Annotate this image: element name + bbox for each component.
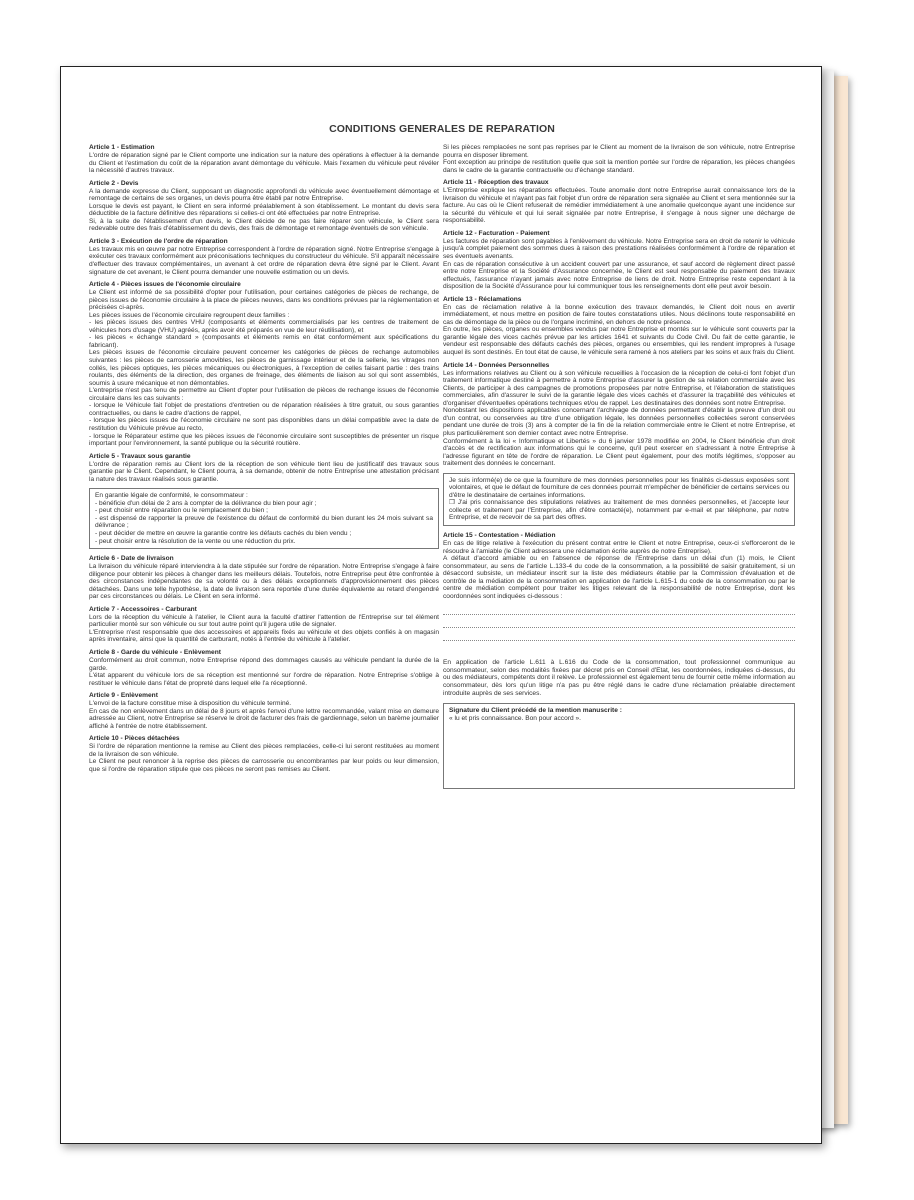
- article-paragraph: Si les pièces remplacées ne sont pas reprises par le Client au moment de la livraison de son véhicule, notre Entreprise pourra en disposer librement.: [443, 144, 795, 159]
- consent-paragraph: Je suis informé(e) de ce que la fourniture de mes données personnelles pour les finalités ci-dessus exposées sont volontaires, et que le défaut de fourniture de ces données pourrait m'empêcher de bénéficier de certains services ou d'être le destinataire de certaines informations.: [449, 476, 789, 499]
- mediator-line-3: [443, 631, 795, 641]
- article-paragraph: Conformément à la loi « Informatique et Libertés » du 6 janvier 1978 modifiée en 2004, le Client bénéficie d'un droit d'accès et de rectification aux informations qui le concerne, qu'il peut exercer en s'adressant à notre Entreprise à l'adresse figurant en tête de l'ordre de réparation. Le Client peut également, pour des motifs légitimes, s'opposer au traitement des données le concernant.: [443, 437, 795, 468]
- article-title: Article 3 - Exécution de l'ordre de réparation: [89, 237, 228, 245]
- article-paragraph: Les travaux mis en œuvre par notre Entreprise correspondent à l'ordre de réparation signé. Notre Entreprise s'engage à exécuter ces travaux conformément aux préconisations techniques du constructeur du véhicule. S'il apparaît nécessaire d'effectuer des travaux complémentaires, un avenant à cet ordre de réparation devra être signé par le Client. Avant signature de cet avenant, le Client pourra demander une nouvelle estimation ou un devis.: [89, 245, 439, 276]
- article-title: Article 9 - Enlèvement: [89, 692, 158, 700]
- article: [89, 649, 439, 687]
- article-paragraph: Les factures de réparation sont payables à l'enlèvement du véhicule. Notre Entreprise sera en droit de retenir le véhicule jusqu'à complet paiement des sommes dues à raison des prestations réalisées conformément à l'ordre de réparation et ses éventuels avenants.: [443, 237, 795, 261]
- article-paragraph: Le Client ne peut renoncer à la reprise des pièces de carrosserie ou encombrantes par leur poids ou leur dimension, que si l'ordre de réparation stipule que ces pièces ne seront pas remises au Client.: [89, 758, 439, 773]
- article-paragraph: - lorsque le Réparateur estime que les pièces issues de l'économie circulaire sont susceptibles de présenter un risque important pour l'environnement, la santé publique ou la sécurité routière.: [89, 432, 439, 448]
- legal-warranty-box: [89, 488, 439, 549]
- article-title: Article 11 - Réception des travaux: [443, 179, 549, 187]
- article-title: Article 15 - Contestation - Médiation: [443, 531, 556, 539]
- article-title: Article 2 - Devis: [89, 179, 139, 187]
- article-paragraph: Les informations relatives au Client ou à son véhicule recueillies à l'occasion de la réception de celui-ci font l'objet d'un traitement informatique destiné à permettre à notre Entreprise d'assurer la gestion de sa relation commerciale avec les Clients, de participer à des campagnes de promotions proposées par notre Entreprise, et l'élaboration de statistiques commerciales, afin d'assurer le suivi de la garantie légale des vices cachés et d'assurer la traçabilité des véhicules et d'organiser d'éventuelles opérations techniques et/ou de rappel. Les destinataires des données sont notre Entreprise.: [443, 369, 795, 407]
- article-10-continued: [443, 144, 795, 174]
- article: [443, 296, 795, 357]
- article-paragraph: En outre, les pièces, organes ou ensembles vendus par notre Entreprise et montés sur le véhicule sont couverts par la garantie légale des vices cachés prévue par les articles 1641 et suivants du Code Civil. Du fait de cette garantie, le vendeur est responsable des défauts cachés des pièces, organes ou ensembles, qui les rendent impropres à l'usage auquel ils sont destinés. En tout état de cause, le véhicule sera ramené à nos ateliers par les soins et aux frais du Client.: [443, 326, 795, 357]
- article-paragraph: Si, à la suite de l'établissement d'un devis, le Client décide de ne pas faire réparer son véhicule, le Client sera redevable outre des frais d'établissement du devis, des frais de démontage et remontage éventuels de son véhicule.: [89, 217, 439, 233]
- article-paragraph: Les pièces issues de l'économie circulaire peuvent concerner les catégories de pièces de rechange automobiles suivantes : les pièces de carrosserie amovibles, les pièces de garnissage intérieur et de la sellerie, les vitrages non collés, les pièces optiques, les pièces mécaniques ou électroniques, à l'exception de celles faisant partie : des trains roulants, des éléments de la direction, des organes de freinage, des éléments de liaison au sol qui sont assemblés, soumis à usure mécanique et non démontables.: [89, 349, 439, 387]
- right-articles: [443, 179, 795, 468]
- article: [443, 230, 795, 291]
- mediation-notice: En application de l'article L.611 à L.616 du Code de la consommation, tout professionnel communique au consommateur, selon des modalités fixées par décret pris en Conseil d'Etat, les coordonnées, indiquées ci-dessus, du ou des médiateurs, compétents dont il relève. Le professionnel est également tenu de fournir cette même information au consommateur, dès lors qu'un litige n'a pas pu être réglé dans le cadre d'une réclamation préalable directement introduite auprès de ses services.: [443, 659, 795, 697]
- article-paragraph: En cas de litige relative à l'exécution du présent contrat entre le Client et notre Entreprise, ceux-ci s'efforceront de le résoudre à l'amiable (le Client adressera une réclamation écrite auprès de notre Entreprise).: [443, 539, 795, 555]
- article-paragraph: Les pièces issues de l'économie circulaire regroupent deux familles :: [89, 311, 290, 319]
- article-paragraph: En cas de réclamation relative à la bonne exécution des travaux demandés, le Client doit nous en avertir immédiatement, et nous mettre en position de faire toutes constatations utiles. Nous déclinons toute responsabilité en cas de démontage de la pièce ou de l'organe incriminé, en dehors de notre présence.: [443, 303, 795, 326]
- article-title: Article 10 - Pièces détachées: [89, 735, 180, 743]
- article-title: Article 8 - Garde du véhicule - Enlèvement: [89, 648, 221, 656]
- article-title: Article 4 - Pièces issues de l'économie circulaire: [89, 281, 241, 289]
- document-page: [60, 66, 822, 1144]
- article: [89, 281, 439, 447]
- article: [89, 606, 439, 644]
- article-title: Article 5 - Travaux sous garantie: [89, 452, 191, 460]
- warranty-line: - peut choisir entre la résolution de la vente ou une réduction du prix.: [95, 537, 296, 545]
- article-paragraph: A défaut d'accord amiable ou en l'absence de réponse de l'Entreprise dans un délai d'un (1) mois, le Client consommateur, au sens de l'article L.133-4 du code de la consommation, a la possibilité de saisir gratuitement, si un désaccord subsiste, un médiateur inscrit sur la liste des médiateurs établie par la Commission d'évaluation et de contrôle de la médiation de la consommation en application de l'article L.615-1 du code de la consommation ou par le centre de médiation compétent pour traiter les litiges relevant de la responsabilité de notre Entreprise, dont les coordonnées sont indiquées ci-dessous :: [443, 555, 795, 600]
- warranty-line: - peut choisir entre réparation ou le remplacement du bien ;: [95, 507, 268, 515]
- article-paragraph: L'envoi de la facture constitue mise à disposition du véhicule terminé.: [89, 700, 292, 708]
- article-15: [443, 532, 795, 600]
- article-paragraph: L'Entreprise n'est responsable que des accessoires et appareils fixés au véhicule et des objets confiés à on magasin après inventaire, ainsi que la quantité de carburant, notés à l'entrée du véhicule à l'atelier.: [89, 628, 439, 644]
- article-paragraph: - les pièces « échange standard » (composants et éléments remis en état conformément aux spécifications du fabricant).: [89, 334, 439, 349]
- article-title: Article 13 - Réclamations: [443, 295, 522, 303]
- article-paragraph: En cas de non enlèvement dans un délai de 8 jours et après l'envoi d'une lettre recommandée, valant mise en demeure adressée au Client, notre Entreprise se réserve le droit de facturer des frais de gardiennage, selon un barème journalier affiché à l'entrée de notre établissement.: [89, 707, 439, 730]
- mediator-contact-lines: [443, 605, 795, 641]
- left-articles-continued: [89, 555, 439, 773]
- article: [89, 238, 439, 276]
- article-paragraph: Lorsque le devis est payant, le Client en sera informé préalablement à son établissement. Le montant du devis sera déductible de la facture définitive des réparations si celles-ci ont été effectuées par notre Entreprise.: [89, 202, 439, 218]
- consent-paragraph: ❒ J'ai pris connaissance des stipulations relatives au traitement de mes données personnelles, et j'accepte leur collecte et traitement par l'Entreprise, afin d'être contacté(e), notamment par e-mail et par téléphone, par notre Entreprise, et de recevoir de sa part des offres.: [449, 499, 789, 522]
- left-articles: [89, 144, 439, 483]
- article-title: Article 12 - Facturation - Paiement: [443, 229, 550, 237]
- article-paragraph: - lorsque les pièces issues de l'économie circulaire ne sont pas disponibles dans un délai compatible avec la date de restitution du Véhicule prévue au recto,: [89, 417, 439, 432]
- article-paragraph: Si l'ordre de réparation mentionne la remise au Client des pièces remplacées, celle-ci lui seront restituées au moment de la livraison de son véhicule.: [89, 743, 439, 758]
- article-paragraph: A la demande expresse du Client, supposant un diagnostic approfondi du véhicule avec éventuellement démontage et remontage de certains de ses organes, un devis pourra être établi par notre Entreprise.: [89, 187, 439, 203]
- columns: [89, 144, 795, 789]
- article-paragraph: Nonobstant les dispositions applicables concernant l'archivage de données permettant d'établir la preuve d'un droit ou d'un contrat, ou conservées au titre d'une obligation légale, les données personnelles collectées seront conservées pendant une durée de trois (3) ans à compter de la fin de la relation commerciale entre le Client et notre Entreprise, et plus particulièrement son dernier contact avec notre Entreprise.: [443, 407, 795, 437]
- personal-data-consent-box: [443, 473, 795, 526]
- article-paragraph: - les pièces issues des centres VHU (composants et éléments commercialisés par les centres de traitement de véhicules hors d'usage (VHU) agréés, après avoir été préparés en vue de leur réutilisation), et: [89, 319, 439, 334]
- article: [89, 180, 439, 233]
- warranty-line: - est dispensé de rapporter la preuve de l'existence du défaut de conformité du bien durant les 24 mois suivant sa délivrance ;: [95, 514, 433, 530]
- left-column: [89, 144, 439, 789]
- right-column: [443, 144, 795, 789]
- signature-mention: « lu et pris connaissance. Bon pour accord ».: [449, 715, 581, 723]
- article-title: Article 14 - Données Personnelles: [443, 361, 550, 369]
- article: [443, 362, 795, 468]
- article-paragraph: - lorsque le Véhicule fait l'objet de prestations d'entretien ou de réparation réalisées à titre gratuit, ou sous garanties contractuelles, ou dans le cadre d'actions de rappel,: [89, 402, 439, 417]
- warranty-line: - peut décider de mettre en œuvre la garantie contre les défauts cachés du bien vendu ;: [95, 529, 352, 537]
- article-paragraph: Le Client est informé de sa possibilité d'opter pour l'utilisation, pour certaines catégories de pièces de rechange, de pièces issues de l'économie circulaire à la place de pièces neuves, dans les conditions prévues par la réglementation et précisées ci-après.: [89, 289, 439, 312]
- article-paragraph: Conformément au droit commun, notre Entreprise répond des dommages causés au véhicule pendant la durée de la garde.: [89, 656, 439, 672]
- article-paragraph: La livraison du véhicule réparé interviendra à la date stipulée sur l'ordre de réparation. Notre Entreprise s'engage à faire diligence pour obtenir les pièces à changer dans les meilleurs délais. Toutefois, notre Entreprise peut être confrontée à des circonstances indépendantes de sa volonté ou à des délais exceptionnels d'approvisionnement des pièces détachées. Dans une telle hypothèse, la date de livraison sera reportée d'une durée équivalente au retard d'engendré par ces circonstances ou délais. Le Client en sera informé.: [89, 563, 439, 601]
- article-paragraph: L'état apparent du véhicule lors de sa réception est mentionné sur l'ordre de réparation. Notre Entreprise s'oblige à restituer le véhicule dans l'état de propreté dans lequel elle l'a réceptionné.: [89, 672, 439, 687]
- article-title: Article 1 - Estimation: [89, 144, 155, 151]
- mediator-line-1: [443, 605, 795, 615]
- signature-box[interactable]: [443, 703, 795, 789]
- warranty-line: - bénéficie d'un délai de 2 ans à compter de la délivrance du bien pour agir ;: [95, 499, 317, 507]
- article: [89, 555, 439, 601]
- article-paragraph: L'entreprise n'est pas tenu de permettre au Client d'opter pour l'utilisation de pièces de rechange issues de l'économie circulaire dans les cas suivants :: [89, 387, 439, 402]
- mediator-line-2: [443, 618, 795, 628]
- article-paragraph: Lors de la réception du véhicule à l'atelier, le Client aura la faculté d'attirer l'attention de l'Entreprise sur tel élément particulier monté sur son véhicule ou sur tout autre point qu'il jugera utile de signaler.: [89, 613, 439, 629]
- warranty-line: En garantie légale de conformité, le consommateur :: [95, 492, 248, 500]
- page-content: [89, 123, 795, 1123]
- article: [89, 692, 439, 730]
- signature-title: Signature du Client précédé de la mention manuscrite :: [449, 707, 622, 715]
- article: [89, 453, 439, 484]
- article: [443, 179, 795, 225]
- article: [89, 144, 439, 175]
- article-title: Article 6 - Date de livraison: [89, 555, 174, 563]
- article: [89, 735, 439, 773]
- article-paragraph: L'ordre de réparation signé par le Client comporte une indication sur la nature des opérations à effectuer à la demande du Client et l'estimation du coût de la réparation avant démontage du véhicule. Mais l'examen du véhicule peut révéler la nécessité d'autres travaux.: [89, 152, 439, 175]
- document-title: CONDITIONS GENERALES DE REPARATION: [329, 123, 555, 135]
- article-paragraph: Font exception au principe de restitution quelle que soit la mention portée sur l'ordre de réparation, les pièces changées dans le cadre de la garantie contractuelle ou d'échange standard.: [443, 159, 795, 174]
- article-paragraph: L'ordre de réparation remis au Client lors de la réception de son véhicule tient lieu de justificatif des travaux sous garantie par le Client. Cependant, le Client pourra, à sa demande, obtenir de notre Entreprise une attestation précisant la nature des travaux réalisés sous garantie.: [89, 460, 439, 483]
- article-title: Article 7 - Accessoires - Carburant: [89, 605, 197, 613]
- article-paragraph: En cas de réparation consécutive à un accident couvert par une assurance, et sauf accord de règlement direct passé entre notre Entreprise et la Société d'Assurance concernée, le Client est seul responsable du paiement des travaux effectués, l'assurance n'ayant jamais avec notre Entreprise de liens de droit. Notre Entreprise reste cependant à la disposition de la Société d'Assurance pour lui communiquer tous les renseignements dont elle peut avoir besoin.: [443, 260, 795, 291]
- article-paragraph: L'Entreprise explique les réparations effectuées. Toute anomalie dont notre Entreprise aurait connaissance lors de la livraison du véhicule et n'ayant pas fait l'objet d'un ordre de réparation sera signalée au Client et sera mentionnée sur la facture. Au cas où le Client refuserait de remédier immédiatement à une anomalie quelconque ayant une incidence sur la sécurité du véhicule et qui lui serait signalée par notre Entreprise, il s'engage à nous signer une décharge de responsabilité.: [443, 187, 795, 225]
